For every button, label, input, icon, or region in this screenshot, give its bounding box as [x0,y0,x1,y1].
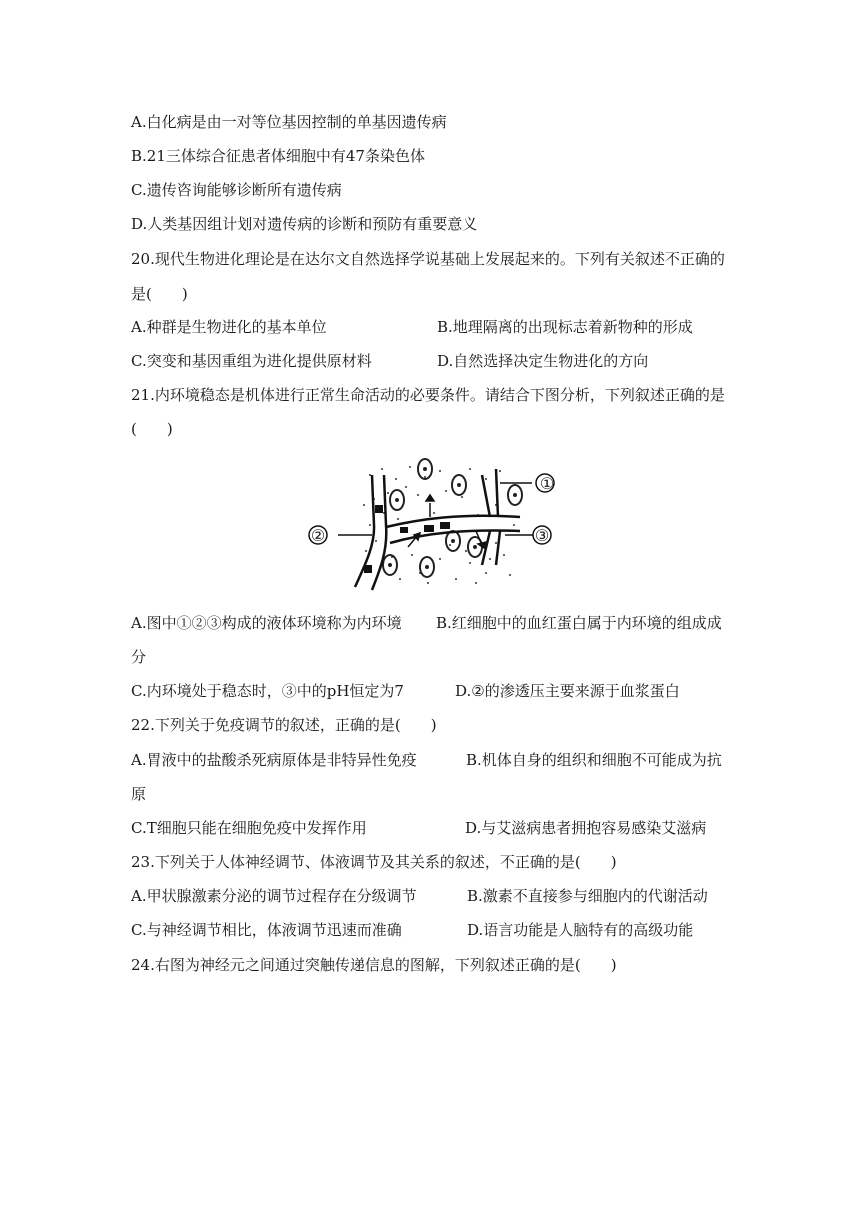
q22-stem: 22.下列关于免疫调节的叙述，正确的是( ) [131,716,437,734]
q24-stem: 24.右图为神经元之间通过突触传递信息的图解，下列叙述正确的是( ) [131,956,617,974]
q20-stem: 20.现代生物进化理论是在达尔文自然选择学说基础上发展起来的。下列有关叙述不正确的 [131,250,725,268]
q20-option-b: B.地理隔离的出现标志着新物种的形成 [437,318,693,336]
q22-option-b: B.机体自身的组织和细胞不可能成为抗 [466,751,722,769]
q21-option-d: D.②的渗透压主要来源于血浆蛋白 [455,682,680,700]
q22-option-b-continued: 原 [131,785,147,803]
figure-label-1: ① [539,474,555,493]
q22-option-a: A.胃液中的盐酸杀死病原体是非特异性免疫 [131,751,417,769]
q19-option-d: D.人类基因组计划对遗传病的诊断和预防有重要意义 [131,215,478,233]
q23-option-d: D.语言功能是人脑特有的高级功能 [467,921,694,939]
q20-option-c: C.突变和基因重组为进化提供原材料 [131,352,372,370]
q21-stem: 21.内环境稳态是机体进行正常生命活动的必要条件。请结合下图分析，下列叙述正确的是 [131,386,725,404]
q23-stem: 23.下列关于人体神经调节、体液调节及其关系的叙述，不正确的是( ) [131,853,617,871]
q20-option-a: A.种群是生物进化的基本单位 [131,318,327,336]
q21-option-a: A.图中①②③构成的液体环境称为内环境 [131,614,402,632]
q23-option-b: B.激素不直接参与细胞内的代谢活动 [467,887,708,905]
q21-option-c: C.内环境处于稳态时，③中的pH恒定为7 [131,682,404,700]
q21-option-b-continued: 分 [131,648,147,666]
q21-option-b: B.红细胞中的血红蛋白属于内环境的组成成 [436,614,722,632]
internal-environment-figure [300,455,560,593]
q23-option-c: C.与神经调节相比，体液调节迅速而准确 [131,921,402,939]
q19-option-a: A.白化病是由一对等位基因控制的单基因遗传病 [131,113,447,131]
figure-label-2: ② [310,526,326,545]
q20-option-d: D.自然选择决定生物进化的方向 [437,352,649,370]
q19-option-b: B.21三体综合征患者体细胞中有47条染色体 [131,147,425,165]
figure-label-3: ③ [534,526,550,545]
q23-option-a: A.甲状腺激素分泌的调节过程存在分级调节 [131,887,417,905]
q19-option-c: C.遗传咨询能够诊断所有遗传病 [131,181,342,199]
q20-stem-continued: 是( ) [131,285,188,303]
q22-option-c: C.T细胞只能在细胞免疫中发挥作用 [131,819,367,837]
q21-stem-continued: ( ) [131,420,173,438]
q22-option-d: D.与艾滋病患者拥抱容易感染艾滋病 [465,819,707,837]
